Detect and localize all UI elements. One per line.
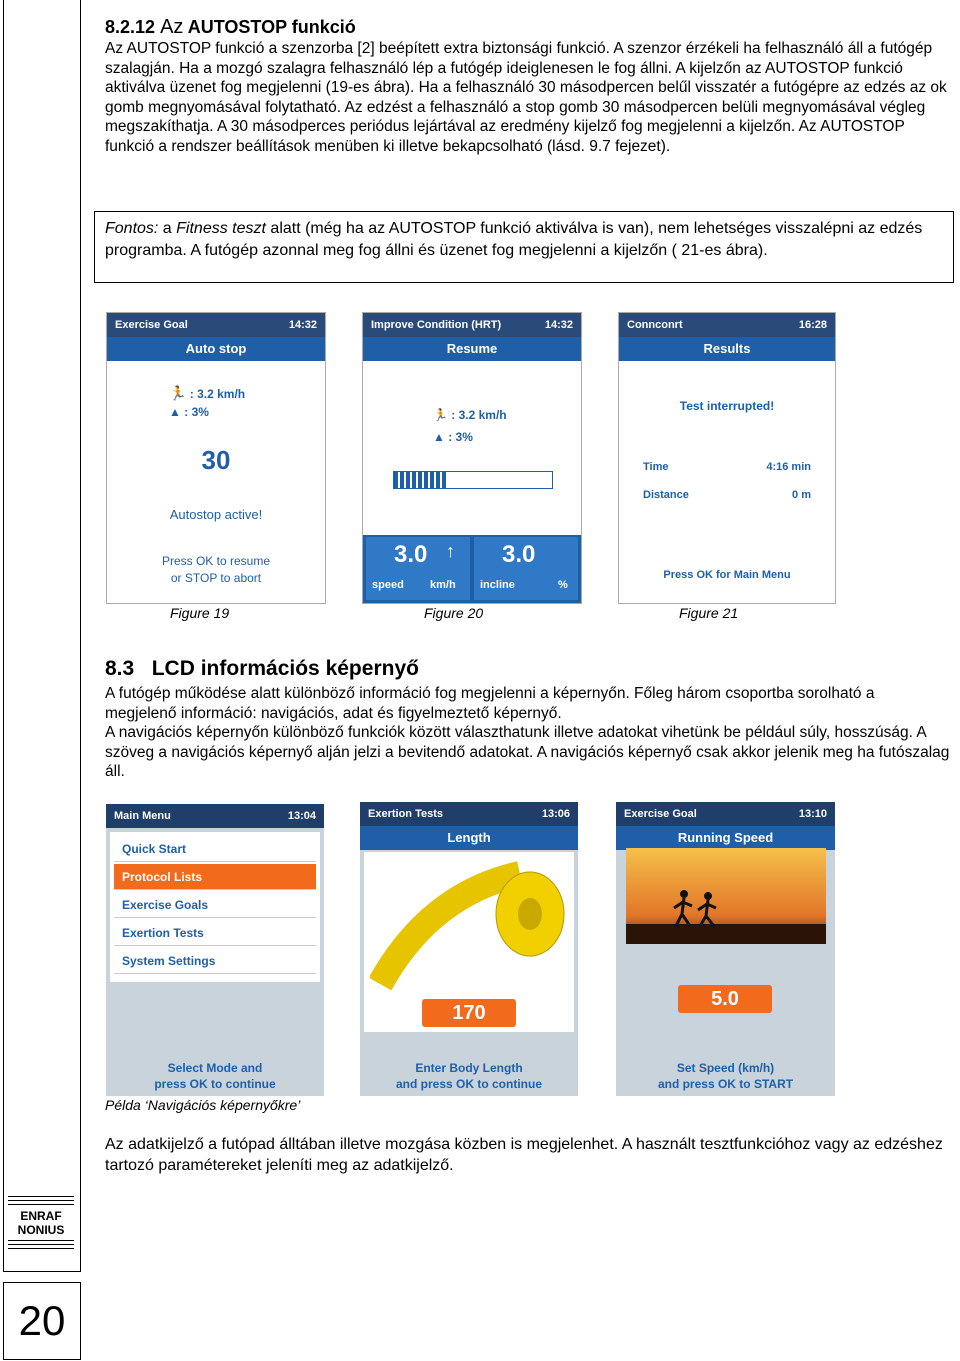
sunset-runners-image	[626, 848, 826, 944]
figure-19-caption: Figure 19	[170, 605, 230, 621]
page-number: 20	[3, 1282, 81, 1360]
enraf-nonius-logo: ENRAF NONIUS	[8, 1196, 74, 1254]
running-speed-screen: Exercise Goal 13:10 Running Speed 5.0 Set Speed (km/h) and press OK to START	[616, 802, 835, 1096]
figure-21-screen: Connconrt 16:28 Results Test interrupted! Time 4:16 min Distance 0 m Press OK for Main Menu	[618, 312, 836, 604]
figure-20-screen: Improve Condition (HRT) 14:32 Resume 🏃 : 3.2 km/h ▲ : 3% 3.0 ↑ speed km/h 3.0 incline %	[362, 312, 582, 604]
autostop-paragraph: Az AUTOSTOP funkció a szenzorba [2] beépített extra biztonsági funkció. A szenzor érzékeli ha felhasználó áll a futógép szalagján. Ha a mozgó szalagra felhasználó lép a futógép ideiglenesen le fog állni. A kijelzőn az AUTOSTOP funkció aktiválva üzenet fog megjelenni (19-es ábra). Ha a felhasználó 30 másodpercen belűl visszatér a futógépre az edzés az ok gomb megnyomásával folytatható. Az edzést a felhasználó a stop gomb 30 másodpercen belüli megnyomásával végleg megszakíthatja. A 30 másodperces periódus lejártával az eredmény kijelző fog megjelenni a kijelzőn. Az AUTOSTOP funkció a rendszer beállítások menüben ki illetve bekapcsolható (lásd. 9.7 fejezet).	[105, 40, 947, 155]
menu-item-protocol-lists: Protocol Lists	[114, 864, 316, 890]
menu-item-quick-start: Quick Start	[114, 836, 316, 862]
menu-item-exertion-tests: Exertion Tests	[114, 920, 316, 946]
progress-bar	[393, 471, 553, 489]
important-note-box: Fontos: a Fitness teszt alatt (még ha az AUTOSTOP funkció aktiválva is van), nem lehetséges visszalépni az edzés programba. A futógép azonnal meg fog állni és üzenet fog megjelenni a kijelzőn ( 21-es ábra).	[94, 211, 954, 283]
section-heading: 8.2.12 Az AUTOSTOP funkció	[105, 16, 356, 38]
left-margin-bar	[3, 0, 81, 1272]
speed-panel: 3.0 ↑ speed km/h	[366, 537, 470, 600]
menu-item-system-settings: System Settings	[114, 948, 316, 974]
lcd-paragraph-2: A navigációs képernyőn különböző funkciók között választhatunk illetve adatokat vihetünk be például súly, hosszúság. A szöveg a navigációs képernyő alján jelzi a bevitendő adatokat. A navigációs képernyő csak akkor jelenik meg ha futószalag áll.	[105, 724, 950, 781]
menu-item-exercise-goals: Exercise Goals	[114, 892, 316, 918]
screen-tab: Auto stop	[107, 337, 325, 361]
lcd-section-heading: 8.3 LCD információs képernyő	[105, 657, 419, 680]
figure-19-screen: Exercise Goal 14:32 Auto stop 🏃 : 3.2 km/h ▲ : 3% 30 Autostop active! Press OK to resume or STOP to abort	[106, 312, 326, 604]
incline-panel: 3.0 incline %	[474, 537, 578, 600]
incline-icon: ▲ : 3%	[169, 405, 209, 419]
main-menu-screen: Main Menu 13:04 Quick Start Protocol Lists Exercise Goals Exertion Tests System Settings Select Mode and press OK to continue	[106, 804, 324, 1096]
nav-screens-caption: Példa ‘Navigációs képernyőkre’	[105, 1097, 301, 1113]
lcd-paragraph-1: A futógép működése alatt különböző információ fog megjelenni a képernyőn. Főleg három csoportba sorolható a megjelenő információ: navigációs, adat és figyelmeztető képernyő.	[105, 685, 875, 722]
measuring-tape-icon	[370, 854, 570, 1004]
figure-20-caption: Figure 20	[424, 605, 484, 621]
runner-icon: 🏃 : 3.2 km/h	[169, 385, 246, 401]
figure-21-caption: Figure 21	[679, 605, 739, 621]
length-screen: Exertion Tests 13:06 Length 170 Enter Body Length and press OK to continue	[360, 802, 578, 1096]
data-display-paragraph: Az adatkijelző a futópad álltában illetve mozgása közben is megjelenhet. A használt tesztfunkcióhoz vagy az edzéshez tartozó paramétereket jeleníti meg az adatkijelző.	[105, 1136, 943, 1174]
